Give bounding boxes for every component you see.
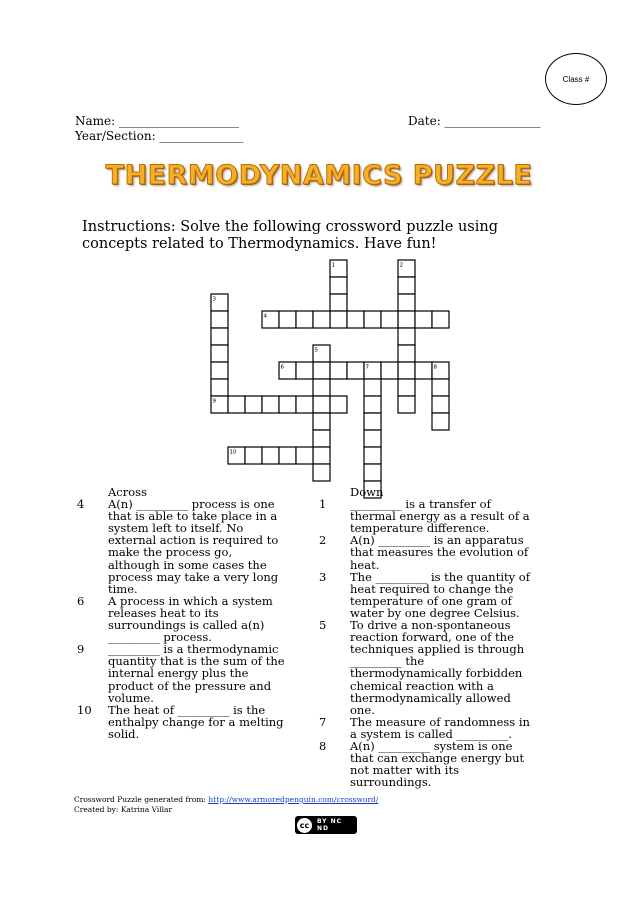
crossword-cell[interactable] <box>228 396 245 413</box>
crossword-cell[interactable] <box>296 447 313 464</box>
crossword-cell[interactable] <box>330 362 347 379</box>
crossword-cell[interactable] <box>415 362 432 379</box>
crossword-cell[interactable] <box>330 294 347 311</box>
crossword-cell[interactable] <box>398 345 415 362</box>
cell-number: 2 <box>399 262 403 269</box>
crossword-cell[interactable] <box>347 311 364 328</box>
crossword-cell[interactable] <box>211 396 228 413</box>
crossword-cell[interactable] <box>364 464 381 481</box>
clue-number: 9 <box>77 642 85 657</box>
crossword-cell[interactable] <box>364 430 381 447</box>
crossword-cell[interactable] <box>245 396 262 413</box>
crossword-cell[interactable] <box>415 311 432 328</box>
cell-number: 3 <box>212 296 216 303</box>
crossword-cell[interactable] <box>398 362 415 379</box>
clue-across-6 <box>75 595 285 643</box>
crossword-cell[interactable] <box>364 447 381 464</box>
down-clues <box>317 486 537 788</box>
clue-across-10 <box>75 704 285 740</box>
crossword-cell[interactable] <box>313 362 330 379</box>
clue-number: 2 <box>319 533 327 548</box>
clue-down-2 <box>317 534 537 570</box>
crossword-cell[interactable] <box>279 362 296 379</box>
crossword-cell[interactable] <box>313 311 330 328</box>
crossword-cell[interactable] <box>432 362 449 379</box>
crossword-cell[interactable] <box>313 379 330 396</box>
crossword-cell[interactable] <box>313 430 330 447</box>
cell-number: 10 <box>229 449 237 456</box>
clue-text: A(n) _________ is an apparatus that measures the evolution of heat. <box>350 533 529 572</box>
crossword-cell[interactable] <box>262 311 279 328</box>
generated-from-line <box>74 795 378 805</box>
clue-down-8 <box>317 740 537 788</box>
clue-number: 5 <box>319 618 327 633</box>
date-field[interactable]: Date: ________________ <box>408 114 541 128</box>
crossword-cell[interactable] <box>228 447 245 464</box>
crossword-cell[interactable] <box>279 311 296 328</box>
crossword-cell[interactable] <box>381 362 398 379</box>
crossword-cell[interactable] <box>262 447 279 464</box>
clue-number: 8 <box>319 738 327 753</box>
crossword-cell[interactable] <box>279 396 296 413</box>
clue-number: 10 <box>77 702 92 717</box>
crossword-cell[interactable] <box>279 447 296 464</box>
crossword-cell[interactable] <box>432 413 449 430</box>
cc-logo-icon: cc <box>297 818 312 833</box>
clue-down-3 <box>317 571 537 619</box>
generator-link[interactable]: http://www.armoredpenguin.com/crossword/ <box>208 795 379 804</box>
crossword-cell[interactable] <box>211 294 228 311</box>
crossword-cell[interactable] <box>211 328 228 345</box>
crossword-cell[interactable] <box>398 328 415 345</box>
class-number-oval <box>545 53 607 105</box>
crossword-cell[interactable] <box>364 396 381 413</box>
cc-terms: BY NC ND <box>316 818 343 832</box>
section-field[interactable]: Year/Section: ______________ <box>75 129 244 143</box>
clue-text: The _________ is the quantity of heat required to change the temperature of one gram of water by one degree Celsius. <box>350 569 530 620</box>
crossword-cell[interactable] <box>432 311 449 328</box>
clue-number: 1 <box>319 497 327 512</box>
generated-prefix: Crossword Puzzle generated from: <box>74 795 209 804</box>
crossword-cell[interactable] <box>313 447 330 464</box>
crossword-cell[interactable] <box>313 464 330 481</box>
crossword-cell[interactable] <box>381 311 398 328</box>
crossword-cell[interactable] <box>398 260 415 277</box>
clue-text: _________ is a thermodynamic quantity that is the sum of the internal energy plus the product of the pressure and volume. <box>108 642 285 705</box>
clue-down-1 <box>317 498 537 534</box>
clue-across-9 <box>75 643 285 703</box>
crossword-cell[interactable] <box>330 396 347 413</box>
cell-number: 7 <box>365 364 369 371</box>
clue-text: A(n) _________ system is one that can exchange energy but not matter with its surroundings. <box>350 738 525 790</box>
cell-number: 9 <box>212 398 216 405</box>
crossword-cell[interactable] <box>211 379 228 396</box>
crossword-cell[interactable] <box>364 379 381 396</box>
crossword-cell[interactable] <box>398 294 415 311</box>
clue-text: A process in which a system releases heat to its surroundings is called a(n) _________ process. <box>108 593 273 645</box>
crossword-cell[interactable] <box>262 396 279 413</box>
cell-number: 8 <box>433 364 437 371</box>
class-number-label: Class # <box>562 74 590 84</box>
crossword-cell[interactable] <box>313 396 330 413</box>
name-field[interactable]: Name: ____________________ <box>75 114 239 128</box>
clue-text: _________ is a transfer of thermal energy as a result of a temperature difference. <box>350 497 530 536</box>
crossword-cell[interactable] <box>211 345 228 362</box>
clue-text: To drive a non-spontaneous reaction forward, one of the techniques applied is through _________ the thermodynamically forbidden chemical reaction with a thermodynamically allowed one. <box>350 618 525 717</box>
cell-number: 4 <box>263 313 267 320</box>
cell-number: 1 <box>331 262 335 269</box>
clue-number: 3 <box>319 569 327 584</box>
crossword-cell[interactable] <box>432 396 449 413</box>
clue-number: 7 <box>319 714 327 729</box>
crossword-cell[interactable] <box>245 447 262 464</box>
cc-license-badge <box>295 816 357 834</box>
clue-text: The heat of _________ is the enthalpy change for a melting solid. <box>108 702 284 741</box>
clue-down-7 <box>317 716 537 740</box>
clue-text: A(n) _________ process is one that is able to take place in a system left to itself. No external action is required to make the process go, although in some cases the process may take a very long time. <box>108 497 279 596</box>
crossword-cell[interactable] <box>313 345 330 362</box>
crossword-cell[interactable] <box>313 413 330 430</box>
down-heading: Down <box>350 485 384 499</box>
crossword-cell[interactable] <box>398 379 415 396</box>
crossword-cell[interactable] <box>364 362 381 379</box>
crossword-cell[interactable] <box>296 396 313 413</box>
crossword-cell[interactable] <box>398 277 415 294</box>
created-by: Created by: Katrina Villar <box>74 805 173 814</box>
across-heading: Across <box>108 485 147 499</box>
crossword-cell[interactable] <box>364 413 381 430</box>
crossword-cell[interactable] <box>432 379 449 396</box>
cell-number: 5 <box>314 347 318 354</box>
crossword-cell[interactable] <box>296 362 313 379</box>
clue-down-5 <box>317 619 537 716</box>
crossword-cell[interactable] <box>211 362 228 379</box>
clue-number: 4 <box>77 497 85 512</box>
puzzle-title: THERMODYNAMICS PUZZLE <box>105 160 533 191</box>
clue-across-4 <box>75 498 285 595</box>
crossword-cell[interactable] <box>347 362 364 379</box>
crossword-cell[interactable] <box>364 311 381 328</box>
crossword-cell[interactable] <box>398 396 415 413</box>
crossword-cell[interactable] <box>330 311 347 328</box>
crossword-cell[interactable] <box>296 311 313 328</box>
across-clues <box>75 486 285 740</box>
clue-text: The measure of randomness in a system is called _________. <box>350 714 530 741</box>
crossword-cell[interactable] <box>211 311 228 328</box>
crossword-cell[interactable] <box>398 311 415 328</box>
crossword-cell[interactable] <box>330 260 347 277</box>
cell-number: 6 <box>280 364 284 371</box>
crossword-cell[interactable] <box>330 277 347 294</box>
clue-number: 6 <box>77 593 85 608</box>
instructions: Instructions: Solve the following crossword puzzle using concepts related to Thermodynamics. Have fun! <box>82 219 499 252</box>
